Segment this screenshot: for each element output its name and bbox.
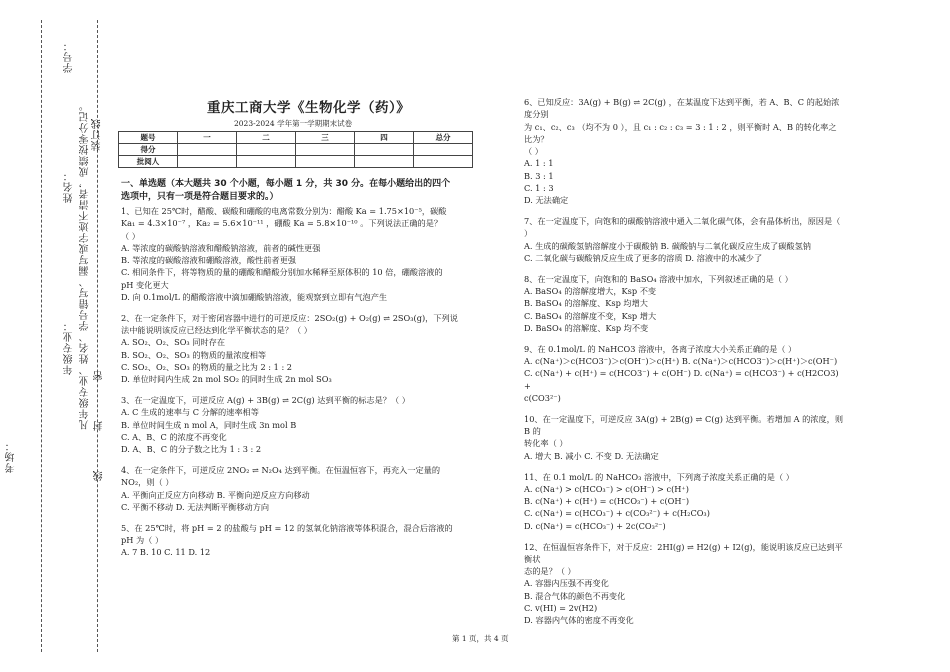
right-column <box>524 96 844 635</box>
question-block <box>121 205 469 303</box>
seal-char: 线 <box>94 470 105 481</box>
question-block <box>524 215 844 264</box>
question-line: A. 等浓度的碳酸钠溶液和醋酸钠溶液，前者的碱性更强 <box>121 242 321 253</box>
score-table-row <box>119 156 473 168</box>
score-cell[interactable] <box>355 144 414 156</box>
right-question-list <box>524 96 844 627</box>
question-line: A. 7 B. 10 C. 11 D. 12 <box>121 547 211 558</box>
question-line: C. SO₂、O₂、SO₃ 的物质的量之比为 2 : 1 : 2 <box>121 362 293 373</box>
grade-label: 年级专业： <box>64 320 75 375</box>
score-table-header: 一 <box>178 132 237 144</box>
grader-row-label: 批阅人 <box>119 156 178 168</box>
question-line: C. c(Na⁺) = c(HCO₃⁻) + c(CO₃²⁻) + c(H₂CO₃) <box>524 508 710 519</box>
student-id-label: 学号： <box>64 40 75 73</box>
question-line: B. BaSO₄ 的溶解度、Ksp 均增大 <box>524 298 648 309</box>
score-table <box>118 131 473 168</box>
question-line: D. 容器内气体的密度不再变化 <box>524 615 634 626</box>
binding-margin <box>0 0 112 672</box>
question-block <box>524 96 844 207</box>
question-line: A. 1 : 1 <box>524 158 554 169</box>
seal-char: 密 <box>94 370 105 381</box>
exam-title: 重庆工商大学《生物化学（药）》 <box>207 100 411 116</box>
question-line: D. 单位时间内生成 2n mol SO₂ 的同时生成 2n mol SO₃ <box>121 374 332 385</box>
score-row-label: 得分 <box>119 144 178 156</box>
question-line: A. 增大 B. 减小 C. 不变 D. 无法确定 <box>524 450 659 461</box>
score-cell[interactable] <box>237 144 296 156</box>
grader-cell[interactable] <box>414 156 473 168</box>
question-stem: 1、已知在 25℃时，醋酸、碳酸和硼酸的电离常数分别为：醋酸 Ka = 1.75×10⁻⁵，碳酸 <box>121 206 447 216</box>
question-line: A. 平衡向正反应方向移动 B. 平衡向逆反应方向移动 <box>121 489 310 500</box>
name-label: 姓名： <box>64 170 75 203</box>
score-table-header-row <box>119 132 473 144</box>
question-block <box>524 273 844 334</box>
question-line: Ka₁ = 4.3×10⁻⁷ ，Ka₂ = 5.6×10⁻¹¹ ，硼酸 Ka = 5.8×10⁻¹⁰ 。下列说法正确的是？ <box>121 218 443 229</box>
question-line: C. 平衡不移动 D. 无法判断平衡移动方向 <box>121 502 270 513</box>
grader-cell[interactable] <box>355 156 414 168</box>
question-line: pH 为（ ） <box>121 535 164 546</box>
seal-char: 封 <box>94 420 105 431</box>
score-table-header: 总分 <box>414 132 473 144</box>
question-line: B. c(Na⁺) + c(H⁺) = c(HCO₃⁻) + c(OH⁻) <box>524 496 690 507</box>
question-stem: 3、在一定温度下，可逆反应 A(g) + 3B(g) ⇌ 2C(g) 达到平衡的标志是？（ ） <box>121 395 410 406</box>
question-stem: 12、在恒温恒容条件下，对于反应：2HI(g) ⇌ H2(g) + I2(g)，能说明该反应已达到平衡状 <box>524 541 843 564</box>
question-line: A. BaSO₄ 的溶解度增大，Ksp 不变 <box>524 286 657 297</box>
question-line: A. c(Na⁺) > c(HCO₃⁻) > c(OH⁻) > c(H⁺) <box>524 483 689 494</box>
question-stem: 8、在一定温度下，向饱和的 BaSO₄ 溶液中加水，下列叙述正确的是（ ） <box>524 273 793 284</box>
question-line: C. BaSO₄ 的溶解度不变，Ksp 增大 <box>524 310 657 321</box>
score-table-header: 四 <box>355 132 414 144</box>
question-line: B. 等浓度的碳酸溶液和硼酸溶液，酸性前者更强 <box>121 255 296 266</box>
question-line: A. 生成的碳酸氢钠溶解度小于碳酸钠 B. 碳酸钠与二氧化碳反应生成了碳酸氢钠 <box>524 240 811 251</box>
question-line: （ ） <box>121 230 140 241</box>
question-line: D. 向 0.1mol/L 的醋酸溶液中滴加硼酸钠溶液，能观察到立即有气泡产生 <box>121 292 388 303</box>
question-line: A. c(Na⁺)＞c(HCO3⁻)＞c(OH⁻)＞c(H⁺) B. c(Na⁺)＞c(HCO3⁻)＞c(H⁺)＞c(OH⁻) <box>524 356 838 367</box>
question-line: D. 无法确定 <box>524 195 569 206</box>
question-line: D. A、B、C 的分子数之比为 1 : 3 : 2 <box>121 444 262 455</box>
seal-line-left <box>41 20 42 652</box>
question-block <box>524 471 844 532</box>
question-line: B. SO₂、O₂、SO₃ 的物质的量浓度相等 <box>121 349 267 360</box>
score-cell[interactable] <box>178 144 237 156</box>
question-line: A. 容器内压强不再变化 <box>524 578 609 589</box>
section-heading: 选项中，只有一项是符合题目要求的。） <box>121 191 279 202</box>
question-line: NO₂，则（ ） <box>121 477 174 488</box>
question-stem: 10、在一定温度下，可逆反应 3A(g) + 2B(g) ⇌ C(g) 达到平衡。若增加 A 的浓度，则 B 的 <box>524 413 844 437</box>
question-line: A. SO₂、O₂、SO₃ 同时存在 <box>121 337 226 348</box>
question-line: C. c(Na⁺) + c(H⁺) = c(HCO3⁻) + c(OH⁻) D. c(Na⁺) = c(HCO3⁻) + c(H2CO3) + <box>524 368 839 391</box>
question-line: C. 相同条件下，将等物质的量的硼酸和醋酸分别加水稀释至原体积的 10 倍，硼酸溶液的 <box>121 267 443 278</box>
question-line: （ ） <box>524 146 543 157</box>
question-line: c(CO3²⁻) <box>524 393 561 404</box>
score-table-header: 二 <box>237 132 296 144</box>
exam-site-label: 考场： <box>6 440 17 473</box>
score-table-row <box>119 144 473 156</box>
question-line: 态的是？（ ） <box>524 566 576 577</box>
score-table-header: 题号 <box>119 132 178 144</box>
question-line: D. BaSO₄ 的溶解度、Ksp 均不变 <box>524 323 649 334</box>
question-line: 为 c₁、c₂、c₃ （均不为 0 ），且 c₁ : c₂ : c₃ = 3 : 1 : 2 ，则平衡时 A、B 的转化率之比为？ <box>524 121 837 144</box>
exam-subtitle: 2023-2024 学年第一学期期末试卷 <box>234 119 353 128</box>
question-stem: 7、在一定温度下，向饱和的碳酸钠溶液中通入二氧化碳气体，会有晶体析出，原因是（ ） <box>524 216 841 239</box>
score-table-header: 三 <box>296 132 355 144</box>
page-footer: 第 1 页，共 4 页 <box>452 634 509 643</box>
question-line: C. 1 : 3 <box>524 183 554 194</box>
question-block <box>121 312 469 386</box>
grader-cell[interactable] <box>296 156 355 168</box>
question-block <box>121 522 469 559</box>
warning-text: 凡年级专业、姓名、学号错写、漏写或字迹不清者，成绩按零分记。 <box>80 100 91 430</box>
question-line: B. 混合气体的颜色不再变化 <box>524 590 626 601</box>
question-block <box>121 394 469 455</box>
left-column <box>121 178 469 567</box>
question-stem: 4、在一定条件下，可逆反应 2NO₂ ⇌ N₂O₄ 达到平衡。在恒温恒容下，再充入一定量的 <box>121 465 441 476</box>
question-line: B. 单位时间生成 n mol A，同时生成 3n mol B <box>121 419 297 430</box>
question-stem: 2、在一定条件下，对于密闭容器中进行的可逆反应：2SO₂(g) + O₂(g) ⇌ 2SO₃(g)，下列说 <box>121 312 458 323</box>
question-line: pH 变化更大 <box>121 279 169 290</box>
question-stem: 11、在 0.1 mol/L 的 NaHCO₃ 溶液中，下列离子浓度关系正确的是（ ） <box>524 471 794 482</box>
question-line: 转化率（ ） <box>524 438 568 449</box>
question-line: D. c(Na⁺) = c(HCO₃⁻) + 2c(CO₃²⁻) <box>524 520 666 531</box>
question-line: B. 3 : 1 <box>524 170 554 181</box>
question-line: C. A、B、C 的浓度不再变化 <box>121 432 227 443</box>
seal-line-right <box>97 20 98 652</box>
left-question-list <box>121 205 469 559</box>
score-cell[interactable] <box>414 144 473 156</box>
question-stem: 6、已知反应：3A(g) + B(g) ⇌ 2C(g) ，在某温度下达到平衡，若 A、B、C 的起始浓度分别 <box>524 97 840 120</box>
seal-line-text: 装订线 <box>92 118 103 151</box>
section-heading: 一、单选题（本大题共 30 个小题，每小题 1 分，共 30 分。在每小题给出的四个 <box>121 179 451 189</box>
question-line: A. C 生成的速率与 C 分解的速率相等 <box>121 407 259 418</box>
question-block <box>524 343 844 404</box>
question-block <box>524 413 844 462</box>
question-stem: 5、在 25℃时，将 pH = 2 的盐酸与 pH = 12 的氢氧化钠溶液等体积混合，混合后溶液的 <box>121 522 453 533</box>
question-block <box>121 464 469 513</box>
question-stem: 9、在 0.1mol/L 的 NaHCO3 溶液中，各离子浓度大小关系正确的是（ ） <box>524 343 797 354</box>
question-line: C. 二氧化碳与碳酸钠反应生成了更多的溶质 D. 溶液中的水减少了 <box>524 253 763 264</box>
grader-cell[interactable] <box>178 156 237 168</box>
question-line: C. v(HI) = 2v(H2) <box>524 602 598 613</box>
score-cell[interactable] <box>296 144 355 156</box>
question-line: 法中能说明该反应已经达到化学平衡状态的是？（ ） <box>121 325 312 336</box>
grader-cell[interactable] <box>237 156 296 168</box>
question-block <box>524 541 844 627</box>
